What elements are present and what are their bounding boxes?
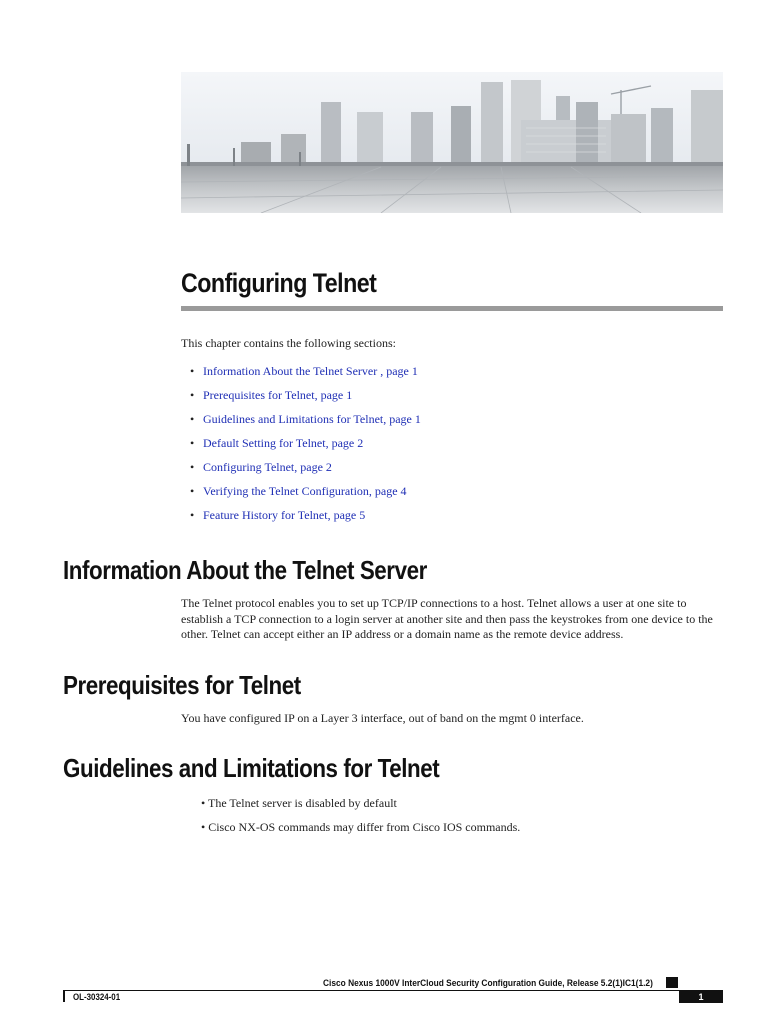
footer-doc-number: OL-30324-01	[73, 992, 121, 1002]
heading-prerequisites: Prerequisites for Telnet	[63, 670, 301, 700]
toc-link-information[interactable]: Information About the Telnet Server , page 1	[203, 364, 418, 378]
bullet-icon: •	[190, 388, 195, 402]
toc-link-default-setting[interactable]: Default Setting for Telnet, page 2	[203, 436, 364, 450]
footer-guide-title: Cisco Nexus 1000V InterCloud Security Configuration Guide, Release 5.2(1)IC1(1.2)	[323, 978, 653, 989]
footer-marker	[666, 977, 678, 988]
toc-link-verifying[interactable]: Verifying the Telnet Configuration, page 4	[203, 484, 407, 498]
toc-link-guidelines[interactable]: Guidelines and Limitations for Telnet, page 1	[203, 412, 421, 426]
list-item	[190, 506, 421, 530]
list-item	[190, 458, 421, 482]
list-item	[190, 386, 421, 410]
header-cityscape-image	[181, 72, 723, 213]
information-paragraph: The Telnet protocol enables you to set up TCP/IP connections to a host. Telnet allows a user at one site to establish a TCP connection to a login server at another site and then pass the keystrokes from one device to the other. Telnet can accept either an IP address or a domain name as the remote device address.	[181, 596, 713, 641]
section-links-list	[190, 362, 421, 530]
title-rule	[181, 306, 723, 311]
toc-link-configuring[interactable]: Configuring Telnet, page 2	[203, 460, 332, 474]
footer-tick	[63, 990, 65, 1002]
bullet-icon: •	[190, 436, 195, 450]
bullet-icon: •	[190, 508, 195, 522]
toc-link-feature-history[interactable]: Feature History for Telnet, page 5	[203, 508, 366, 522]
list-item	[190, 362, 421, 386]
heading-information: Information About the Telnet Server	[63, 555, 427, 585]
bullet-icon: •	[190, 460, 195, 474]
bullet-icon: •	[190, 364, 195, 378]
bullet-icon: •	[190, 484, 195, 498]
list-item	[190, 482, 421, 506]
page-number: 1	[679, 991, 723, 1003]
bullet-icon: •	[190, 412, 195, 426]
guideline-item: • The Telnet server is disabled by default	[201, 796, 397, 810]
chapter-title: Configuring Telnet	[181, 268, 377, 298]
prerequisites-paragraph: You have configured IP on a Layer 3 interface, out of band on the mgmt 0 interface.	[181, 711, 584, 725]
list-item	[190, 434, 421, 458]
list-item	[190, 410, 421, 434]
chapter-intro: This chapter contains the following sections:	[181, 336, 396, 350]
guideline-item: • Cisco NX-OS commands may differ from Cisco IOS commands.	[201, 820, 521, 834]
toc-link-prerequisites[interactable]: Prerequisites for Telnet, page 1	[203, 388, 353, 402]
heading-guidelines: Guidelines and Limitations for Telnet	[63, 753, 440, 783]
footer-divider	[63, 990, 723, 991]
